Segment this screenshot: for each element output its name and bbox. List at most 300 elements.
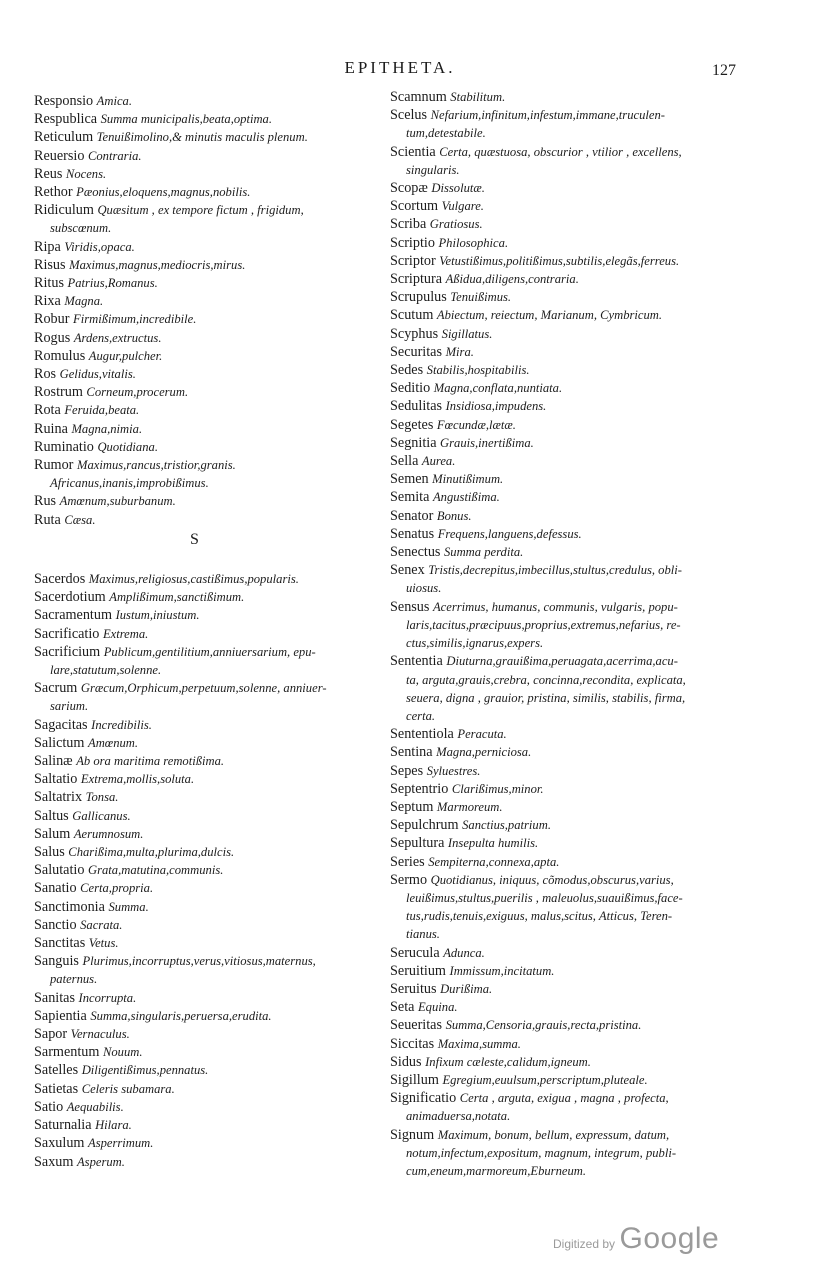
section-letter: S bbox=[190, 531, 199, 548]
dictionary-entry bbox=[390, 980, 746, 998]
entry-headword: Saxum bbox=[34, 1153, 74, 1170]
entry-headword: Scopæ bbox=[390, 180, 428, 197]
dictionary-entry bbox=[34, 1098, 384, 1116]
entry-epithets: subscœnum. bbox=[50, 221, 112, 236]
dictionary-entry bbox=[390, 579, 746, 597]
entry-epithets: Quotidianus, iniquus, cõmodus,obscurus,varius, bbox=[430, 872, 674, 887]
dictionary-entry bbox=[390, 361, 746, 379]
entry-epithets: tus,rudis,tenuis,exiguus, malus,scitus, Atticus, Teren- bbox=[406, 909, 673, 924]
dictionary-entry bbox=[34, 661, 384, 679]
dictionary-entry bbox=[390, 834, 746, 852]
entry-headword: Rostrum bbox=[34, 384, 83, 401]
entry-headword: Ros bbox=[34, 366, 57, 383]
entry-headword: Satietas bbox=[34, 1080, 79, 1097]
dictionary-entry bbox=[390, 561, 746, 579]
entry-headword: Scamnum bbox=[390, 89, 447, 105]
dictionary-entry bbox=[34, 201, 384, 219]
entry-epithets: Amœnum,suburbanum. bbox=[59, 494, 176, 509]
entry-epithets: Ardens,extructus. bbox=[73, 330, 162, 345]
entry-epithets: leuißimus,stultus,puerilis , maleuolus,suauißimus,face- bbox=[406, 890, 683, 905]
entry-headword: Salinæ bbox=[34, 753, 73, 770]
entry-headword: Senex bbox=[390, 562, 425, 579]
entry-headword: Satio bbox=[34, 1098, 64, 1115]
entry-headword: Scyphus bbox=[390, 325, 439, 342]
entry-epithets: Minutißimum. bbox=[432, 472, 504, 487]
entry-headword: Serucula bbox=[390, 944, 440, 961]
dictionary-entry bbox=[390, 780, 746, 798]
dictionary-entry bbox=[390, 853, 746, 871]
entry-headword: Robur bbox=[34, 311, 70, 328]
entry-headword: Scelus bbox=[390, 107, 428, 124]
entry-epithets: Grata,matutina,communis. bbox=[88, 863, 224, 878]
entry-headword: Scientia bbox=[390, 143, 436, 160]
entry-headword: Ruminatio bbox=[34, 438, 94, 455]
dictionary-entry bbox=[34, 1080, 384, 1098]
entry-headword: Saturnalia bbox=[34, 1117, 92, 1134]
entry-headword: Septum bbox=[390, 798, 434, 815]
dictionary-entry bbox=[390, 416, 746, 434]
entry-epithets: Sacrata. bbox=[80, 917, 123, 932]
entry-epithets: Dissolutæ. bbox=[431, 181, 485, 196]
entry-headword: Saltatrix bbox=[34, 789, 83, 806]
entry-epithets: Maximum, bonum, bellum, expressum, datum, bbox=[437, 1127, 670, 1142]
dictionary-entry bbox=[34, 401, 384, 419]
dictionary-entry bbox=[390, 598, 746, 616]
dictionary-entry bbox=[34, 329, 384, 347]
dictionary-entry bbox=[34, 625, 384, 643]
dictionary-entry bbox=[390, 452, 746, 470]
entry-headword: Significatio bbox=[390, 1090, 457, 1107]
entry-headword: Ruta bbox=[34, 511, 61, 528]
entry-headword: Senator bbox=[390, 507, 434, 524]
entry-epithets: Amœnum. bbox=[88, 735, 139, 750]
entry-headword: Sanatio bbox=[34, 880, 77, 897]
entry-epithets: Nefarium,infinitum,infestum,immane,truculen- bbox=[430, 108, 665, 123]
entry-headword: Sepes bbox=[390, 762, 424, 779]
entry-epithets: Summa. bbox=[108, 899, 149, 914]
dictionary-entry bbox=[390, 1071, 746, 1089]
entry-headword: Segnitia bbox=[390, 434, 437, 451]
entry-epithets: Nouum. bbox=[102, 1045, 143, 1060]
entry-headword: Satelles bbox=[34, 1062, 79, 1079]
dictionary-entry bbox=[34, 770, 384, 788]
entry-epithets: sarium. bbox=[50, 699, 89, 714]
entry-epithets: cum,eneum,marmoreum,Eburneum. bbox=[406, 1163, 587, 1178]
entry-epithets: Tenuißimolino,& minutis maculis plenum. bbox=[96, 130, 308, 145]
dictionary-entry bbox=[34, 347, 384, 365]
dictionary-entry bbox=[34, 825, 384, 843]
entry-headword: Sacerdos bbox=[34, 571, 86, 587]
entry-headword: Scriptio bbox=[390, 234, 435, 251]
entry-epithets: Extrema. bbox=[102, 626, 149, 641]
dictionary-entry bbox=[390, 762, 746, 780]
entry-epithets: Egregium,euulsum,perscriptum,pluteale. bbox=[442, 1072, 648, 1087]
entry-headword: Ridiculum bbox=[34, 202, 94, 219]
entry-epithets: certa. bbox=[406, 708, 436, 723]
dictionary-entry bbox=[390, 288, 746, 306]
entry-epithets: Summa,singularis,peruersa,erudita. bbox=[90, 1008, 272, 1023]
dictionary-entry bbox=[34, 970, 384, 988]
entry-epithets: animaduersa,notata. bbox=[406, 1109, 511, 1124]
entry-epithets: Patrius,Romanus. bbox=[67, 276, 158, 291]
entry-headword: Septentrio bbox=[390, 780, 449, 797]
dictionary-entry bbox=[34, 588, 384, 606]
entry-epithets: Vetustißimus,politißimus,subtilis,elegãs,ferreus. bbox=[439, 253, 680, 268]
entry-headword: Romulus bbox=[34, 347, 86, 364]
dictionary-entry bbox=[390, 998, 746, 1016]
left-column-s-entries bbox=[34, 570, 384, 1171]
entry-epithets: singularis. bbox=[406, 162, 460, 177]
dictionary-entry bbox=[34, 438, 384, 456]
entry-epithets: Fœcundæ,lætæ. bbox=[436, 417, 516, 432]
entry-epithets: Charißima,multa,plurima,dulcis. bbox=[68, 845, 235, 860]
entry-headword: Seta bbox=[390, 999, 415, 1016]
entry-epithets: Summa municipalis,beata,optima. bbox=[100, 112, 272, 127]
entry-headword: Senectus bbox=[390, 544, 441, 561]
entry-epithets: Clarißimus,minor. bbox=[451, 781, 544, 796]
entry-epithets: Augur,pulcher. bbox=[88, 348, 163, 363]
entry-headword: Scriptura bbox=[390, 271, 443, 288]
entry-epithets: Magna,conflata,nuntiata. bbox=[433, 381, 563, 396]
dictionary-entry bbox=[390, 1107, 746, 1125]
entry-headword: Saltus bbox=[34, 807, 69, 824]
watermark-prefix: Digitized by bbox=[553, 1237, 616, 1251]
entry-epithets: Tonsa. bbox=[85, 790, 119, 805]
entry-headword: Series bbox=[390, 853, 425, 870]
entry-epithets: Iustum,iniustum. bbox=[115, 608, 200, 623]
entry-epithets: Magna,nimia. bbox=[71, 421, 143, 436]
dictionary-entry bbox=[34, 1153, 384, 1171]
entry-epithets: Marmoreum. bbox=[436, 799, 503, 814]
entry-epithets: Maximus,rancus,tristior,granis. bbox=[76, 458, 236, 473]
entry-headword: Sanitas bbox=[34, 989, 75, 1006]
entry-epithets: Viridis,opaca. bbox=[64, 239, 135, 254]
entry-headword: Sella bbox=[390, 453, 419, 470]
entry-headword: Securitas bbox=[390, 343, 443, 360]
entry-headword: Salutatio bbox=[34, 862, 85, 879]
entry-headword: Sepultura bbox=[390, 835, 445, 852]
entry-headword: Seueritas bbox=[390, 1017, 443, 1034]
dictionary-entry bbox=[34, 274, 384, 292]
dictionary-entry bbox=[34, 1061, 384, 1079]
dictionary-entry bbox=[34, 606, 384, 624]
page-number: 127 bbox=[712, 62, 736, 79]
entry-epithets: Summa,Censoria,grauis,recta,pristina. bbox=[445, 1018, 642, 1033]
entry-headword: Respublica bbox=[34, 111, 98, 128]
dictionary-entry bbox=[34, 238, 384, 256]
entry-headword: Sententiola bbox=[390, 726, 454, 743]
dictionary-entry bbox=[390, 143, 746, 161]
entry-epithets: tum,detestabile. bbox=[406, 126, 486, 141]
entry-headword: Sagacitas bbox=[34, 716, 88, 733]
entry-headword: Rus bbox=[34, 493, 57, 510]
left-column-r-entries bbox=[34, 92, 384, 529]
entry-headword: Ruina bbox=[34, 420, 68, 437]
entry-epithets: ctus,similis,ignarus,expers. bbox=[406, 636, 544, 651]
dictionary-entry bbox=[390, 252, 746, 270]
entry-epithets: Stabilitum. bbox=[450, 90, 506, 104]
entry-epithets: Stabilis,hospitabilis. bbox=[426, 363, 530, 378]
dictionary-entry bbox=[34, 292, 384, 310]
entry-epithets: Maximus,religiosus,castißimus,popularis. bbox=[88, 572, 299, 586]
entry-epithets: Vulgare. bbox=[441, 199, 484, 214]
entry-epithets: Maximus,magnus,mediocris,mirus. bbox=[69, 257, 246, 272]
dictionary-entry bbox=[390, 106, 746, 124]
entry-headword: Ripa bbox=[34, 238, 61, 255]
dictionary-entry bbox=[34, 879, 384, 897]
dictionary-entry bbox=[34, 916, 384, 934]
dictionary-entry bbox=[390, 434, 746, 452]
entry-epithets: Nocens. bbox=[65, 166, 107, 181]
entry-epithets: Vetus. bbox=[88, 936, 119, 951]
entry-headword: Sarmentum bbox=[34, 1044, 100, 1061]
entry-headword: Scriptor bbox=[390, 252, 436, 269]
entry-headword: Seditio bbox=[390, 380, 431, 397]
dictionary-entry bbox=[34, 679, 384, 697]
entry-epithets: Corneum,procerum. bbox=[86, 385, 189, 400]
entry-headword: Rethor bbox=[34, 184, 73, 201]
entry-epithets: Sempiterna,connexa,apta. bbox=[428, 854, 560, 869]
entry-headword: Reticulum bbox=[34, 129, 94, 146]
entry-headword: Sentina bbox=[390, 744, 433, 761]
dictionary-entry bbox=[390, 616, 746, 634]
entry-epithets: Diuturna,grauißima,peruagata,acerrima,acu- bbox=[446, 654, 678, 669]
entry-headword: Seruitium bbox=[390, 962, 446, 979]
entry-epithets: Africanus,inanis,improbißimus. bbox=[50, 476, 209, 491]
dictionary-entry bbox=[390, 379, 746, 397]
google-logo-text: Google bbox=[619, 1222, 720, 1255]
dictionary-entry bbox=[390, 543, 746, 561]
entry-epithets: Certa,propria. bbox=[80, 881, 154, 896]
dictionary-entry bbox=[34, 1116, 384, 1134]
entry-epithets: Adunca. bbox=[443, 945, 485, 960]
entry-headword: Sermo bbox=[390, 871, 428, 888]
entry-epithets: Gelidus,vitalis. bbox=[59, 367, 136, 382]
entry-epithets: Magna,perniciosa. bbox=[436, 745, 532, 760]
dictionary-entry bbox=[390, 907, 746, 925]
dictionary-entry bbox=[390, 871, 746, 889]
entry-epithets: Amplißimum,sanctißimum. bbox=[109, 590, 245, 605]
entry-epithets: Gallicanus. bbox=[72, 808, 131, 823]
dictionary-entry bbox=[34, 256, 384, 274]
dictionary-entry bbox=[390, 743, 746, 761]
entry-epithets: Grauis,inertißima. bbox=[440, 435, 534, 450]
entry-epithets: Immissum,incitatum. bbox=[449, 963, 555, 978]
dictionary-entry bbox=[390, 525, 746, 543]
dictionary-entry bbox=[34, 752, 384, 770]
entry-epithets: uiosus. bbox=[406, 581, 442, 596]
entry-headword: Sedes bbox=[390, 362, 424, 379]
dictionary-entry bbox=[390, 962, 746, 980]
dictionary-entry bbox=[390, 1035, 746, 1053]
dictionary-entry bbox=[34, 989, 384, 1007]
dictionary-entry bbox=[34, 898, 384, 916]
dictionary-entry bbox=[390, 1126, 746, 1144]
entry-epithets: Contraria. bbox=[87, 148, 142, 163]
entry-headword: Sacrum bbox=[34, 680, 78, 697]
running-header-title: EPITHETA. bbox=[344, 58, 456, 77]
entry-epithets: Mira. bbox=[445, 344, 474, 359]
entry-epithets: Magna. bbox=[64, 294, 104, 309]
entry-epithets: Incorrupta. bbox=[78, 990, 137, 1005]
entry-epithets: Publicum,gentilitium,anniuersarium, epu- bbox=[103, 644, 316, 659]
digitized-watermark bbox=[553, 1222, 719, 1256]
entry-headword: Sapientia bbox=[34, 1007, 87, 1024]
entry-epithets: Peracuta. bbox=[457, 727, 507, 742]
entry-epithets: Feruida,beata. bbox=[64, 403, 140, 418]
dictionary-entry bbox=[34, 1025, 384, 1043]
entry-headword: Semen bbox=[390, 471, 429, 488]
entry-epithets: Frequens,languens,defessus. bbox=[437, 526, 582, 541]
entry-epithets: lare,statutum,solenne. bbox=[50, 663, 162, 678]
entry-headword: Sensus bbox=[390, 598, 430, 615]
entry-headword: Sacrificatio bbox=[34, 625, 100, 642]
entry-epithets: ta, arguta,grauis,crebra, concinna,recondita, explicata, bbox=[406, 672, 686, 687]
entry-headword: Reuersio bbox=[34, 147, 85, 164]
entry-epithets: Insepulta humilis. bbox=[447, 836, 539, 851]
entry-epithets: Græcum,Orphicum,perpetuum,solenne, anniuer- bbox=[80, 681, 327, 696]
dictionary-entry bbox=[390, 1016, 746, 1034]
dictionary-entry bbox=[390, 889, 746, 907]
dictionary-entry bbox=[34, 788, 384, 806]
entry-epithets: laris,tacitus,præcipuus,proprius,extremus,nefarius, re- bbox=[406, 617, 681, 632]
entry-epithets: tianus. bbox=[406, 927, 440, 942]
dictionary-entry bbox=[34, 474, 384, 492]
entry-epithets: Summa perdita. bbox=[443, 545, 524, 560]
entry-epithets: Hilara. bbox=[95, 1118, 132, 1133]
entry-epithets: Extrema,mollis,soluta. bbox=[80, 772, 195, 787]
dictionary-entry bbox=[390, 306, 746, 324]
entry-headword: Semita bbox=[390, 489, 430, 506]
dictionary-entry bbox=[34, 165, 384, 183]
entry-epithets: Philosophica. bbox=[438, 235, 509, 250]
entry-epithets: Pæonius,eloquens,magnus,nobilis. bbox=[76, 185, 251, 200]
entry-headword: Rumor bbox=[34, 457, 74, 474]
entry-epithets: Aßidua,diligens,contraria. bbox=[445, 272, 579, 287]
entry-epithets: Quæsitum , ex tempore fictum , frigidum, bbox=[97, 203, 304, 218]
dictionary-entry bbox=[390, 689, 746, 707]
entry-epithets: Abiectum, reiectum, Marianum, Cymbricum. bbox=[436, 308, 663, 323]
dictionary-entry bbox=[390, 88, 746, 106]
entry-headword: Salum bbox=[34, 825, 71, 842]
dictionary-entry bbox=[34, 92, 384, 110]
entry-epithets: notum,infectum,expositum, magnum, integrum, publi- bbox=[406, 1145, 677, 1160]
entry-headword: Scriba bbox=[390, 216, 427, 233]
entry-epithets: Maxima,summa. bbox=[437, 1036, 521, 1051]
entry-headword: Sedulitas bbox=[390, 398, 443, 415]
right-column-entries bbox=[390, 88, 746, 1180]
dictionary-entry bbox=[390, 488, 746, 506]
dictionary-entry bbox=[34, 183, 384, 201]
entry-headword: Scortum bbox=[390, 198, 439, 215]
dictionary-entry bbox=[34, 807, 384, 825]
entry-epithets: Quotidiana. bbox=[97, 439, 158, 454]
dictionary-entry bbox=[390, 161, 746, 179]
entry-epithets: Acerrimus, humanus, communis, vulgaris, popu- bbox=[432, 599, 678, 614]
dictionary-entry bbox=[34, 861, 384, 879]
entry-epithets: Diligentißimus,pennatus. bbox=[81, 1063, 209, 1078]
entry-epithets: Incredibilis. bbox=[91, 717, 152, 732]
entry-epithets: Tenuißimus. bbox=[450, 290, 512, 305]
entry-headword: Salictum bbox=[34, 734, 85, 751]
entry-headword: Sacrificium bbox=[34, 643, 101, 660]
dictionary-entry bbox=[390, 343, 746, 361]
entry-epithets: paternus. bbox=[50, 972, 98, 987]
entry-epithets: Gratiosus. bbox=[429, 217, 483, 232]
entry-epithets: Bonus. bbox=[436, 508, 472, 523]
entry-epithets: Asperum. bbox=[76, 1154, 125, 1169]
entry-headword: Sigillum bbox=[390, 1071, 439, 1088]
dictionary-entry bbox=[34, 843, 384, 861]
entry-epithets: Angustißima. bbox=[432, 490, 500, 505]
entry-headword: Seruitus bbox=[390, 980, 437, 997]
dictionary-entry bbox=[390, 798, 746, 816]
dictionary-entry bbox=[34, 492, 384, 510]
entry-headword: Signum bbox=[390, 1126, 435, 1143]
entry-epithets: Celeris subamara. bbox=[81, 1081, 175, 1096]
dictionary-entry bbox=[390, 671, 746, 689]
entry-epithets: Infixum cæleste,calidum,igneum. bbox=[425, 1054, 591, 1069]
entry-headword: Scrupulus bbox=[390, 289, 447, 306]
entry-headword: Sacerdotium bbox=[34, 589, 106, 606]
entry-epithets: Asperrimum. bbox=[88, 1136, 154, 1151]
dictionary-entry bbox=[390, 707, 746, 725]
dictionary-entry bbox=[34, 128, 384, 146]
entry-epithets: Tristis,decrepitus,imbecillus,stultus,credulus, obli- bbox=[428, 563, 682, 578]
entry-epithets: Firmißimum,incredibile. bbox=[73, 312, 197, 327]
entry-epithets: Plurimus,incorruptus,verus,vitiosus,maternus, bbox=[82, 954, 316, 969]
entry-epithets: Cæsa. bbox=[64, 512, 96, 527]
dictionary-entry bbox=[390, 270, 746, 288]
entry-epithets: Aequabilis. bbox=[66, 1099, 124, 1114]
dictionary-entry bbox=[34, 643, 384, 661]
dictionary-entry bbox=[34, 1134, 384, 1152]
dictionary-entry bbox=[34, 734, 384, 752]
dictionary-entry bbox=[390, 944, 746, 962]
entry-headword: Risus bbox=[34, 256, 66, 273]
entry-headword: Sanctitas bbox=[34, 935, 86, 952]
dictionary-entry bbox=[34, 147, 384, 165]
dictionary-entry bbox=[390, 234, 746, 252]
dictionary-entry bbox=[34, 952, 384, 970]
entry-headword: Sanguis bbox=[34, 953, 79, 970]
entry-headword: Rogus bbox=[34, 329, 71, 346]
dictionary-entry bbox=[390, 124, 746, 142]
dictionary-entry bbox=[390, 1089, 746, 1107]
entry-headword: Scutum bbox=[390, 307, 434, 324]
dictionary-entry bbox=[390, 507, 746, 525]
entry-headword: Ritus bbox=[34, 275, 64, 292]
dictionary-entry bbox=[390, 1053, 746, 1071]
dictionary-entry bbox=[390, 1144, 746, 1162]
entry-epithets: seuera, digna , grauior, pristina, similis, stabilis, firma, bbox=[406, 690, 686, 705]
entry-headword: Sententia bbox=[390, 653, 443, 670]
dictionary-entry bbox=[390, 179, 746, 197]
entry-epithets: Sanctius,patrium. bbox=[462, 818, 551, 833]
entry-epithets: Syluestres. bbox=[426, 763, 481, 778]
entry-epithets: Equina. bbox=[417, 1000, 458, 1015]
dictionary-entry bbox=[34, 1007, 384, 1025]
dictionary-entry bbox=[34, 110, 384, 128]
dictionary-entry bbox=[34, 570, 384, 588]
entry-headword: Reus bbox=[34, 165, 63, 182]
dictionary-entry bbox=[34, 716, 384, 734]
entry-epithets: Certa, quæstuosa, obscurior , vtilior , excellens, bbox=[439, 144, 682, 159]
entry-epithets: Certa , arguta, exigua , magna , profecta, bbox=[459, 1091, 669, 1106]
dictionary-entry bbox=[390, 725, 746, 743]
dictionary-entry bbox=[390, 470, 746, 488]
entry-epithets: Durißima. bbox=[440, 981, 493, 996]
